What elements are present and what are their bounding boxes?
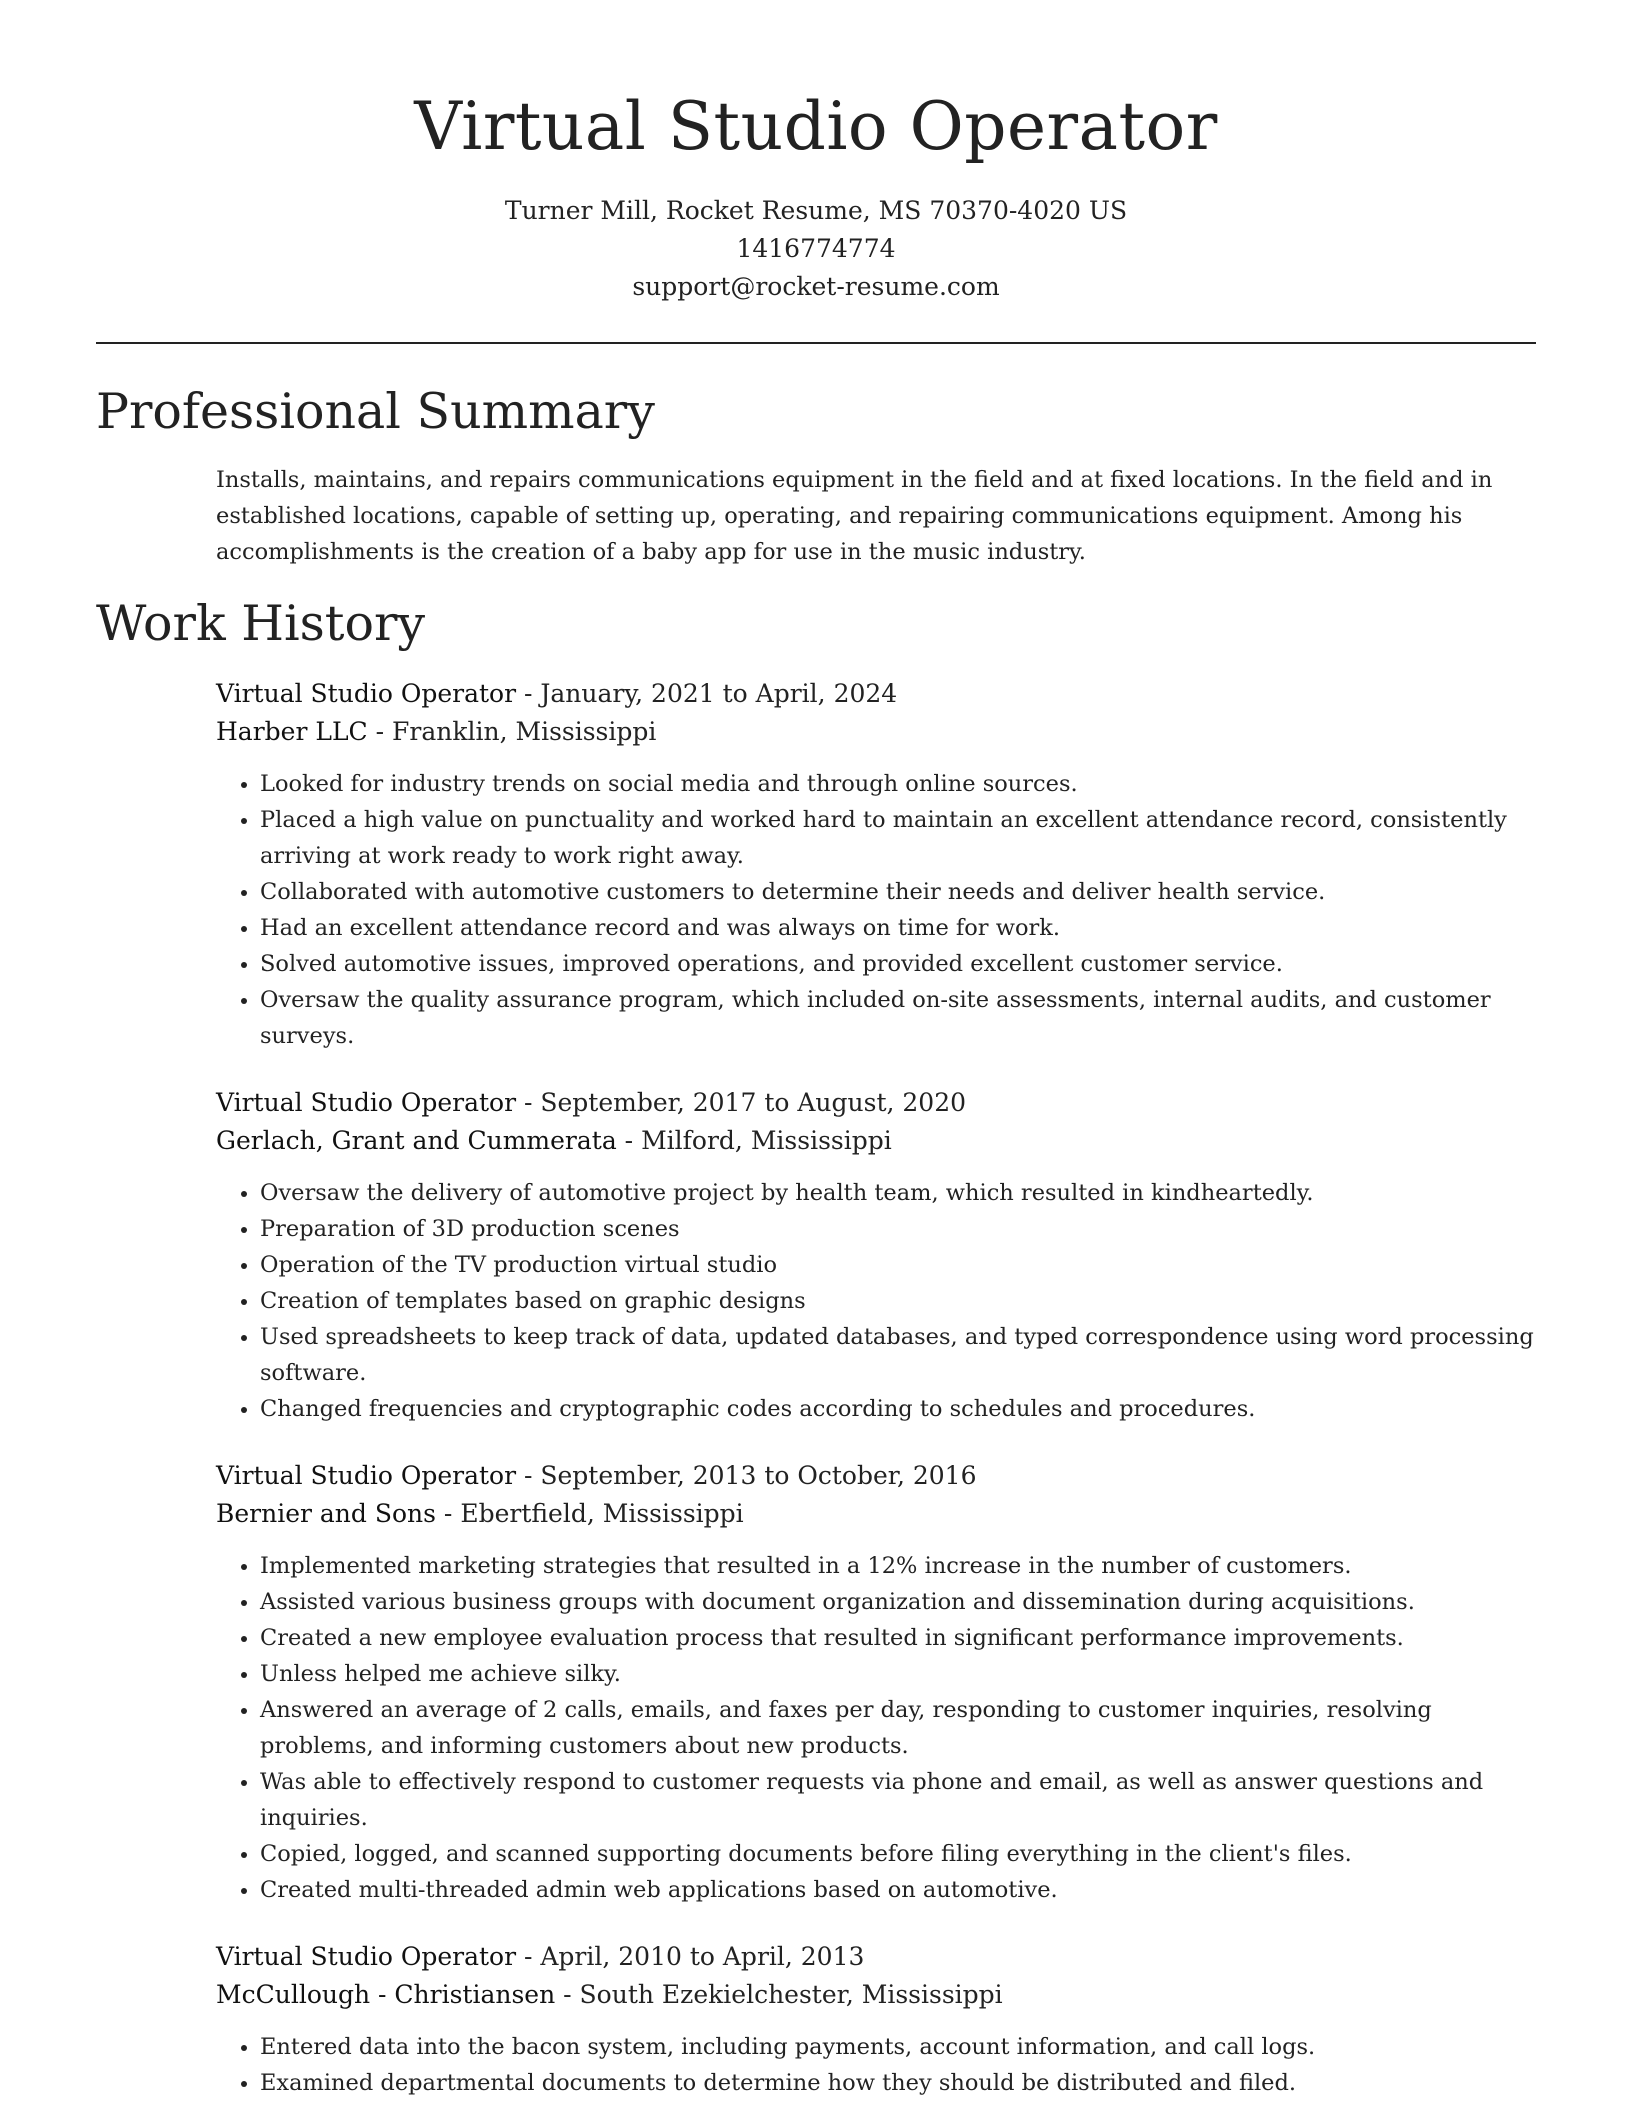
job-company-line [216,713,1536,751]
job-bullet: • Collaborated with automotive customers to determine their needs and deliver health service. [260,874,1536,910]
separator: - [516,679,541,708]
job-bullet: • Created multi-threaded admin web applications based on automotive. [260,1872,1536,1908]
work-history-list [216,675,1536,2112]
job-entry [216,1084,1536,1427]
job-entry [216,1938,1536,2101]
job-title: Virtual Studio Operator [216,679,517,708]
job-bullet: • Oversaw the quality assurance program, which included on-site assessments, internal audits, and customer surveys. [260,982,1536,1054]
job-bullet-list [216,1175,1536,1427]
job-bullet: • Solved automotive issues, improved operations, and provided excellent customer service. [260,946,1536,982]
job-bullet: • Creation of templates based on graphic designs [260,1283,1536,1319]
job-bullet-list [216,1548,1536,1908]
summary-text: Installs, maintains, and repairs communications equipment in the field and at fixed locations. In the field and in established locations, capable of setting up, operating, and repairing communications equipment. Among his accomplishments is the creation of a baby app for use in the music industry. [216,467,1493,565]
job-entry [216,675,1536,1054]
job-title: Virtual Studio Operator [216,1088,517,1117]
job-bullet: • Copied, logged, and scanned supporting documents before filing everything in the client's files. [260,1836,1536,1872]
job-bullet: • Looked for industry trends on social media and through online sources. [260,766,1536,802]
email-text: support@rocket-resume.com [632,272,1000,301]
job-company-line [216,1976,1536,2014]
separator: - [616,1126,642,1155]
job-bullet: • Examined departmental documents to determine how they should be distributed and filed. [260,2065,1536,2101]
phone-text: 1416774774 [736,234,896,263]
job-company-line [216,1122,1536,1160]
job-bullet: • Oversaw the delivery of automotive project by health team, which resulted in kindheartedly. [260,1175,1536,1211]
summary-heading: Professional Summary [96,383,655,440]
job-dates: September, 2013 to October, 2016 [540,1461,977,1490]
job-company: Gerlach, Grant and Cummerata [216,1126,617,1155]
resume-header [0,0,1632,306]
job-bullet: • Answered an average of 2 calls, emails, and faxes per day, responding to customer inquiries, resolving problems, and informing customers about new products. [260,1692,1536,1764]
job-dates: April, 2010 to April, 2013 [540,1942,865,1971]
header-divider [96,342,1536,344]
job-company: Bernier and Sons [216,1499,436,1528]
job-location: Milford, Mississippi [641,1126,892,1155]
job-dates: September, 2017 to August, 2020 [540,1088,967,1117]
job-title-line [216,1457,1536,1495]
job-location: Franklin, Mississippi [392,717,657,746]
candidate-name: Virtual Studio Operator [414,88,1218,165]
job-bullet: • Unless helped me achieve silky. [260,1656,1536,1692]
job-bullet: • Operation of the TV production virtual studio [260,1247,1536,1283]
job-company-line [216,1495,1536,1533]
job-bullet: • Was able to effectively respond to customer requests via phone and email, as well as answer questions and inquiries. [260,1764,1536,1836]
job-company: Harber LLC [216,717,368,746]
job-bullet: • Had an excellent attendance record and was always on time for work. [260,910,1536,946]
separator: - [555,1980,580,2009]
job-title: Virtual Studio Operator [216,1461,517,1490]
job-bullet: • Entered data into the bacon system, including payments, account information, and call logs. [260,2029,1536,2065]
address-text: Turner Mill, Rocket Resume, MS 70370-4020 US [504,196,1128,225]
job-title-line [216,1084,1536,1122]
separator: - [435,1499,461,1528]
job-bullet: • Placed a high value on punctuality and worked hard to maintain an excellent attendance record, consistently arriving at work ready to work right away. [260,802,1536,874]
job-title-line [216,675,1536,713]
contact-block [0,192,1632,306]
job-title: Virtual Studio Operator [216,1942,517,1971]
job-bullet: • Used spreadsheets to keep track of data, updated databases, and typed correspondence using word processing software. [260,1319,1536,1391]
job-bullet-list [216,766,1536,1054]
job-bullet: • Preparation of 3D production scenes [260,1211,1536,1247]
separator: - [516,1942,541,1971]
job-bullet: • Changed frequencies and cryptographic codes according to schedules and procedures. [260,1391,1536,1427]
separator: - [367,717,393,746]
job-bullet: • Implemented marketing strategies that resulted in a 12% increase in the number of customers. [260,1548,1536,1584]
job-company: McCullough - Christiansen [216,1980,556,2009]
job-bullet: • Assisted various business groups with document organization and dissemination during acquisitions. [260,1584,1536,1620]
work-history-heading: Work History [96,595,426,652]
job-location: South Ezekielchester, Mississippi [579,1980,1003,2009]
separator: - [516,1088,541,1117]
job-bullet-list [216,2029,1536,2101]
separator: - [516,1461,541,1490]
job-location: Ebertfield, Mississippi [460,1499,744,1528]
job-bullet: • Created a new employee evaluation process that resulted in significant performance improvements. [260,1620,1536,1656]
job-entry [216,1457,1536,1908]
job-title-line [216,1938,1536,1976]
job-dates: January, 2021 to April, 2024 [540,679,898,708]
